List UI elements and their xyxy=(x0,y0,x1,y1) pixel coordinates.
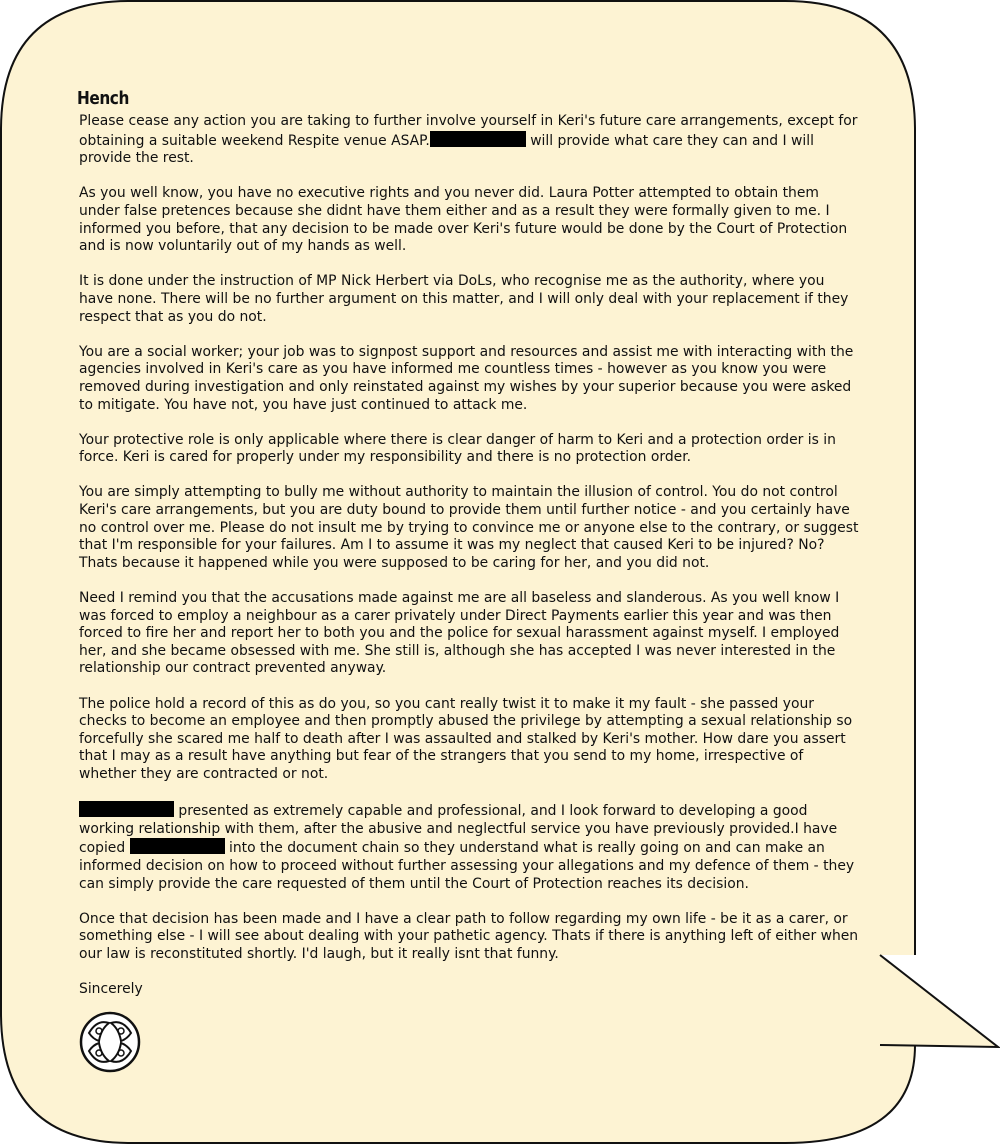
redaction-bar xyxy=(130,838,225,854)
paragraph-1 xyxy=(79,113,859,168)
paragraph-9 xyxy=(79,801,859,893)
paragraph-8: The police hold a record of this as do you, so you cant really twist it to make it my fault - she passed your checks to become an employee and then promptly abused the privilege by attempting a sexual relationship so forcefully she scared me half to death after I was assaulted and stalked by Keri's mother. How dare you assert that I may as a result have anything but fear of the strangers that you send to my home, irrespective of whether they are contracted or not. xyxy=(79,695,853,782)
signature-emblem-icon xyxy=(79,1011,141,1073)
paragraph-10: Once that decision has been made and I have a clear path to follow regarding my own life - be it as a carer, or something else - I will see about dealing with your pathetic agency. Thats if there is anything left of either when our law is reconstituted shortly. I'd laugh, but it really isnt that funny. xyxy=(79,910,859,962)
paragraph-2: As you well know, you have no executive rights and you never did. Laura Potter attempted to obtain them under false pretences because she didnt have them either and as a result they were formally given to me. I informed you before, that any decision to be made over Keri's future would be done by the Court of Protection and is now voluntarily out of my hands as well. xyxy=(79,185,848,255)
paragraph-6: You are simply attempting to bully me without authority to maintain the illusion of control. You do not control Keri's care arrangements, but you are duty bound to provide them until further notice - and you certainly have no control over me. Please do not insult me by trying to convince me or anyone else to the contrary, or suggest that I'm responsible for your failures. Am I to assume it was my neglect that caused Keri to be injured? No? Thats because it happened while you were supposed to be caring for her, and you did not. xyxy=(79,484,859,571)
paragraph-5: Your protective role is only applicable where there is clear danger of harm to Keri and a protection order is in force. Keri is cared for properly under my responsibility and there is no protection order. xyxy=(79,431,836,466)
paragraph-3: It is done under the instruction of MP Nick Herbert via DoLs, who recognise me as the authority, where you have none. There will be no further argument on this matter, and I will only deal with your replacement if they respect that as you do not. xyxy=(79,273,849,325)
paragraph-4: You are a social worker; your job was to signpost support and resources and assist me with interacting with the agencies involved in Keri's care as you have informed me countless times - however as you know you were removed during investigation and only reinstated against my wishes by your superior because you were asked to mitigate. You have not, you have just continued to attack me. xyxy=(79,343,854,413)
paragraph-1-part-a: Please cease any action you are taking to further involve yourself in Keri's future care arrangements, except for obtaining a suitable weekend Respite venue ASAP. xyxy=(79,113,858,149)
signoff: Sincerely xyxy=(79,981,143,998)
paragraph-1-part-b: will provide what care they can and I will provide the rest. xyxy=(79,132,814,167)
redaction-bar xyxy=(79,801,174,817)
salutation: Hench xyxy=(77,88,129,109)
paragraph-7: Need I remind you that the accusations made against me are all baseless and slanderous. As you well know I was forced to employ a neighbour as a carer privately under Direct Payments earlier this year and was then forced to fire her and report her to both you and the police for sexual harassment against myself. I employed her, and she became obsessed with me. She still is, although she has accepted I was never interested in the relationship our contract prevented anyway. xyxy=(79,590,840,677)
letter-body xyxy=(79,90,859,1078)
paragraph-9-part-b: into the document chain so they understand what is really going on and can make an informed decision on how to proceed without further assessing your allegations and my defence of them - they can simply provide the care requested of them until the Court of Protection reaches its decision. xyxy=(79,840,855,892)
paragraph-9-part-a: presented as extremely capable and professional, and I look forward to developing a good working relationship with them, after the abusive and neglectful service you have previously provided.I have copied xyxy=(79,803,838,857)
redaction-bar xyxy=(430,131,526,147)
